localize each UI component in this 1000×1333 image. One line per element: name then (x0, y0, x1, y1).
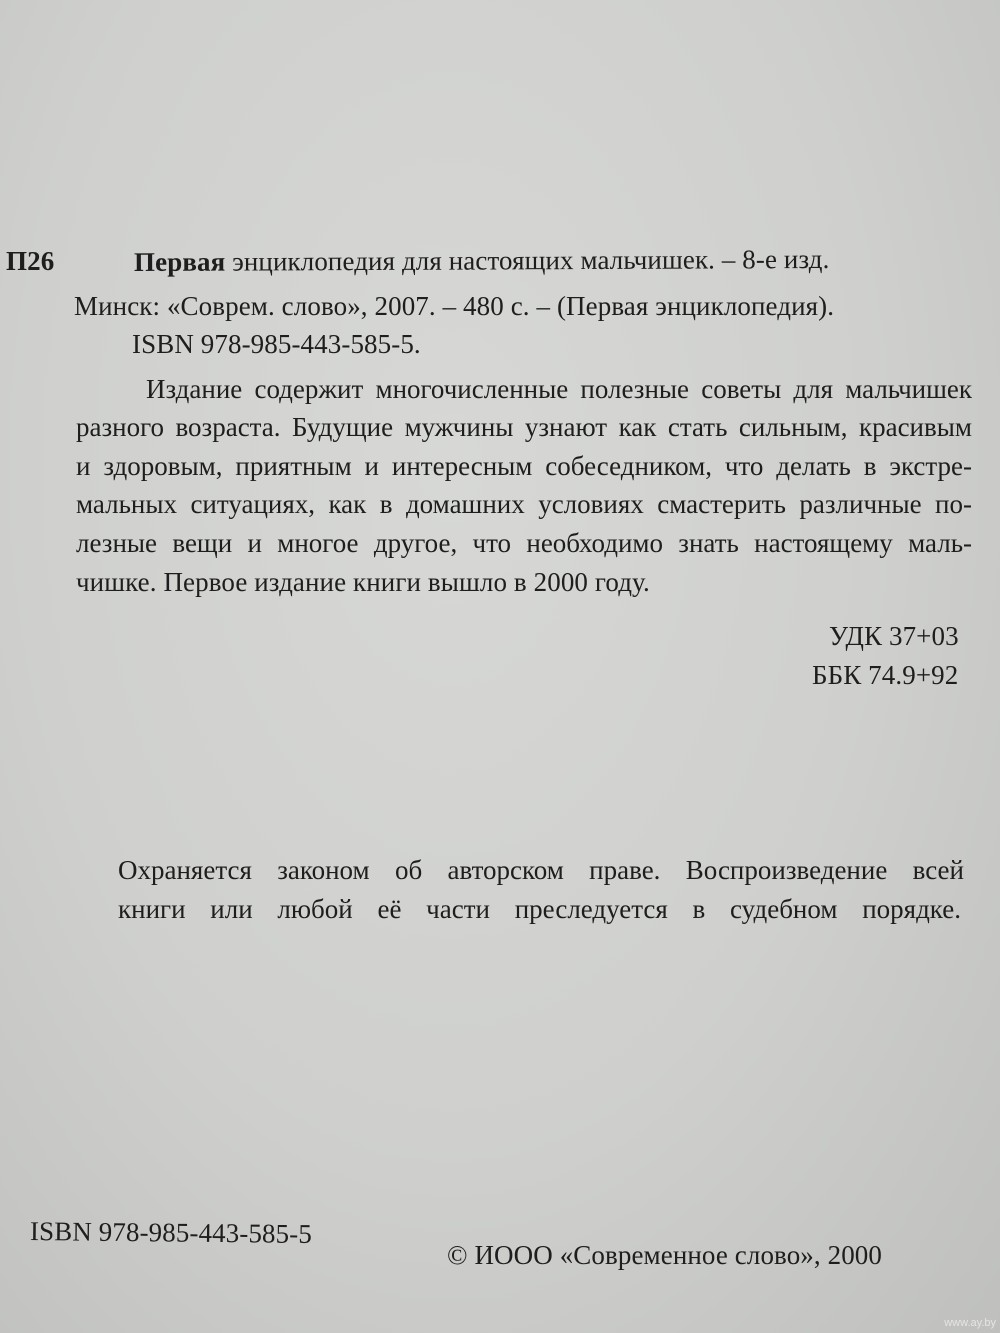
catalog-title-rest: энциклопедия для настоящих мальчишек. – 8-е изд. (232, 243, 830, 277)
copyright-notice-line: Охраняется законом об авторском праве. Воспроизведение всей (118, 855, 964, 885)
catalog-index: П26 (6, 246, 55, 276)
annotation-line: чишке. Первое издание книги вышло в 2000 году. (76, 567, 650, 597)
catalog-isbn: ISBN 978-985-443-585-5. (132, 329, 421, 359)
catalog-title-line (133, 243, 830, 277)
bbk-code: ББК 74.9+92 (812, 660, 959, 690)
catalog-title-bold: Первая (133, 246, 226, 277)
annotation-line: лезные вещи и многое другое, что необходимо знать настоящему маль- (76, 528, 972, 558)
annotation-line: и здоровым, приятным и интересным собеседником, что делать в экстре- (76, 451, 972, 481)
annotation-line: Издание содержит многочисленные полезные советы для мальчишек (146, 374, 972, 404)
annotation-line: мальных ситуациях, как в домашних условиях смастерить различные по- (76, 489, 972, 519)
footer-isbn: ISBN 978-985-443-585-5 (29, 1216, 313, 1249)
udk-code: УДК 37+03 (829, 621, 959, 651)
watermark: www.ay.by (944, 1317, 996, 1329)
footer-copyright: © ИООО «Современное слово», 2000 (447, 1240, 883, 1270)
catalog-imprint: Минск: «Соврем. слово», 2007. – 480 с. – (Первая энциклопедия). (74, 291, 835, 321)
annotation-line: разного возраста. Будущие мужчины узнают как стать сильным, красивым (76, 412, 972, 442)
copyright-notice-line: книги или любой её части преследуется в судебном порядке. (118, 894, 961, 924)
